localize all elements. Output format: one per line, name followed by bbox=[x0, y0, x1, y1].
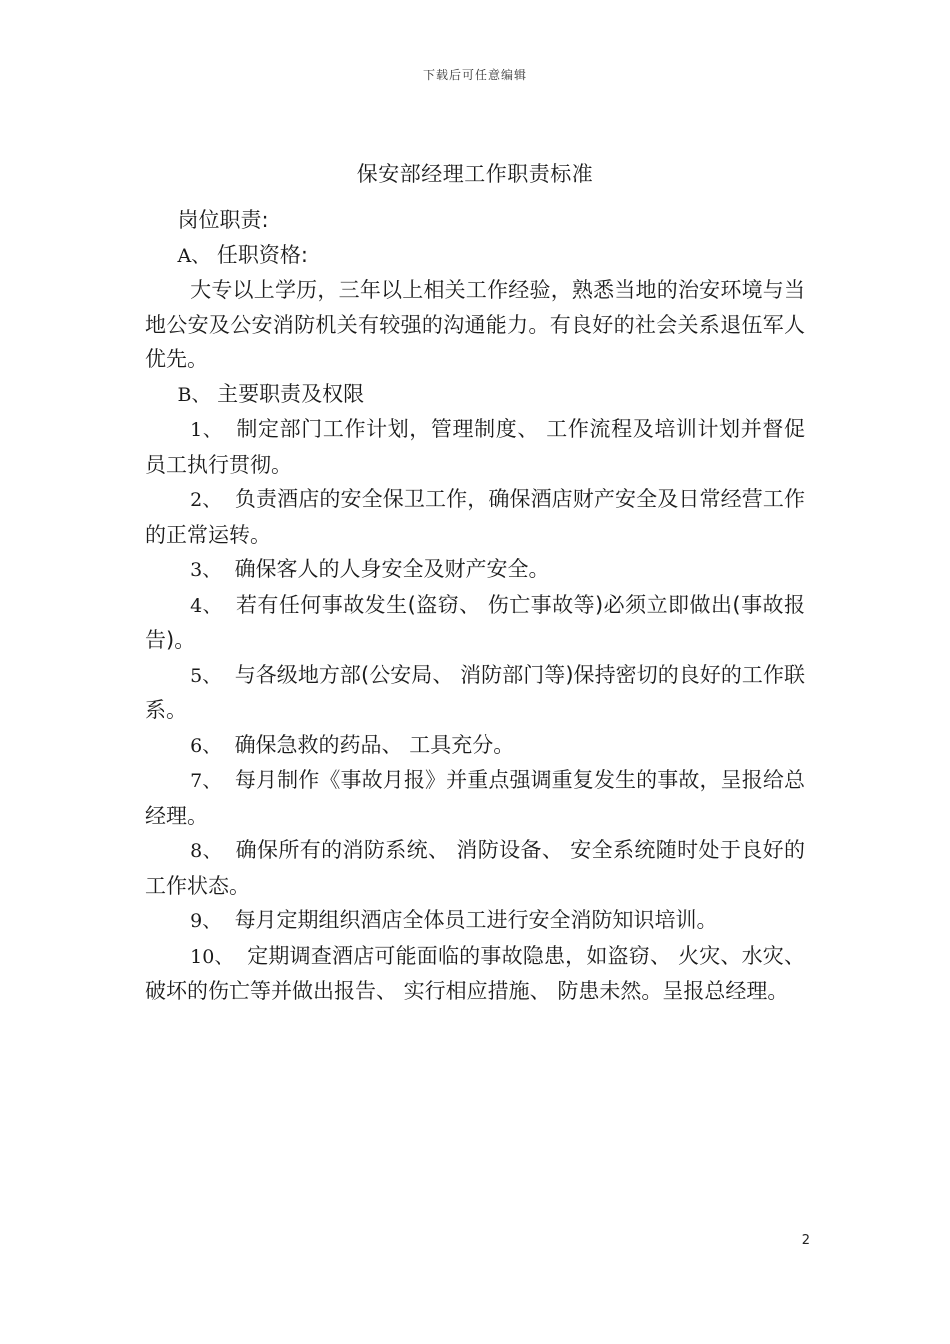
duty-item-7 bbox=[145, 763, 805, 833]
document-title: 保安部经理工作职责标准 bbox=[356, 162, 594, 186]
duty-text: 每月定期组织酒店全体员工进行安全消防知识培训。 bbox=[234, 908, 718, 932]
section-heading bbox=[145, 203, 805, 238]
duties-label: 主要职责及权限 bbox=[217, 381, 365, 406]
qualifications-paragraph: 大专以上学历，三年以上相关工作经验，熟悉当地的治安环境与当地公安及公安消防机关有较强的沟通能力。有良好的社会关系退伍军人优先。 bbox=[145, 278, 805, 371]
duty-item-1 bbox=[145, 412, 805, 482]
duty-text: 制定部门工作计划，管理制度、 工作流程及培训计划并督促员工执行贯彻。 bbox=[145, 417, 805, 477]
qualifications-marker: A、 bbox=[177, 244, 211, 267]
qualifications-heading bbox=[145, 238, 805, 274]
duty-item-4 bbox=[145, 588, 805, 658]
header-note: 下载后可任意编辑 bbox=[422, 68, 527, 82]
qualifications-text bbox=[145, 273, 805, 377]
duty-number: 3、 bbox=[190, 559, 222, 581]
duty-item-6 bbox=[145, 728, 805, 764]
duty-item-9 bbox=[145, 903, 805, 939]
duty-text: 与各级地方部(公安局、 消防部门等)保持密切的良好的工作联系。 bbox=[145, 662, 806, 722]
duty-number: 8、 bbox=[190, 840, 222, 862]
duty-text: 若有任何事故发生(盗窃、 伤亡事故等)必须立即做出(事故报告)。 bbox=[145, 592, 805, 652]
duty-number: 7、 bbox=[190, 770, 222, 792]
duty-item-3 bbox=[145, 552, 805, 588]
qualifications-label: 任职资格: bbox=[216, 242, 308, 267]
duty-item-2 bbox=[145, 482, 805, 552]
duty-text: 确保急救的药品、 工具充分。 bbox=[234, 732, 515, 757]
duty-number: 1、 bbox=[190, 419, 223, 441]
page-number: 2 bbox=[801, 1233, 810, 1248]
duty-text: 负责酒店的安全保卫工作，确保酒店财产安全及日常经营工作的正常运转。 bbox=[145, 487, 805, 547]
duty-text: 定期调查酒店可能面临的事故隐患，如盗窃、 火灾、水灾、 破坏的伤亡等并做出报告、 实行相应措施、 防患未然。呈报总经理。 bbox=[145, 943, 805, 1003]
duty-number: 10、 bbox=[190, 945, 234, 968]
duty-number: 9、 bbox=[190, 910, 222, 932]
duties-marker: B、 bbox=[177, 383, 211, 406]
duty-number: 6、 bbox=[190, 734, 222, 757]
duty-number: 5、 bbox=[190, 664, 222, 687]
duty-item-10 bbox=[145, 939, 805, 1009]
section-heading-text: 岗位职责: bbox=[177, 208, 269, 232]
duty-text: 每月制作《事故月报》并重点强调重复发生的事故，呈报给总经理。 bbox=[145, 768, 805, 828]
duties-heading bbox=[145, 377, 805, 413]
duty-text: 确保所有的消防系统、 消防设备、 安全系统随时处于良好的工作状态。 bbox=[145, 838, 805, 898]
document-body bbox=[145, 203, 805, 1009]
duty-number: 2、 bbox=[190, 489, 222, 511]
duty-text: 确保客人的人身安全及财产安全。 bbox=[234, 557, 550, 581]
duty-item-8 bbox=[145, 833, 805, 903]
duty-item-5 bbox=[145, 658, 805, 728]
duty-number: 4、 bbox=[190, 594, 223, 617]
